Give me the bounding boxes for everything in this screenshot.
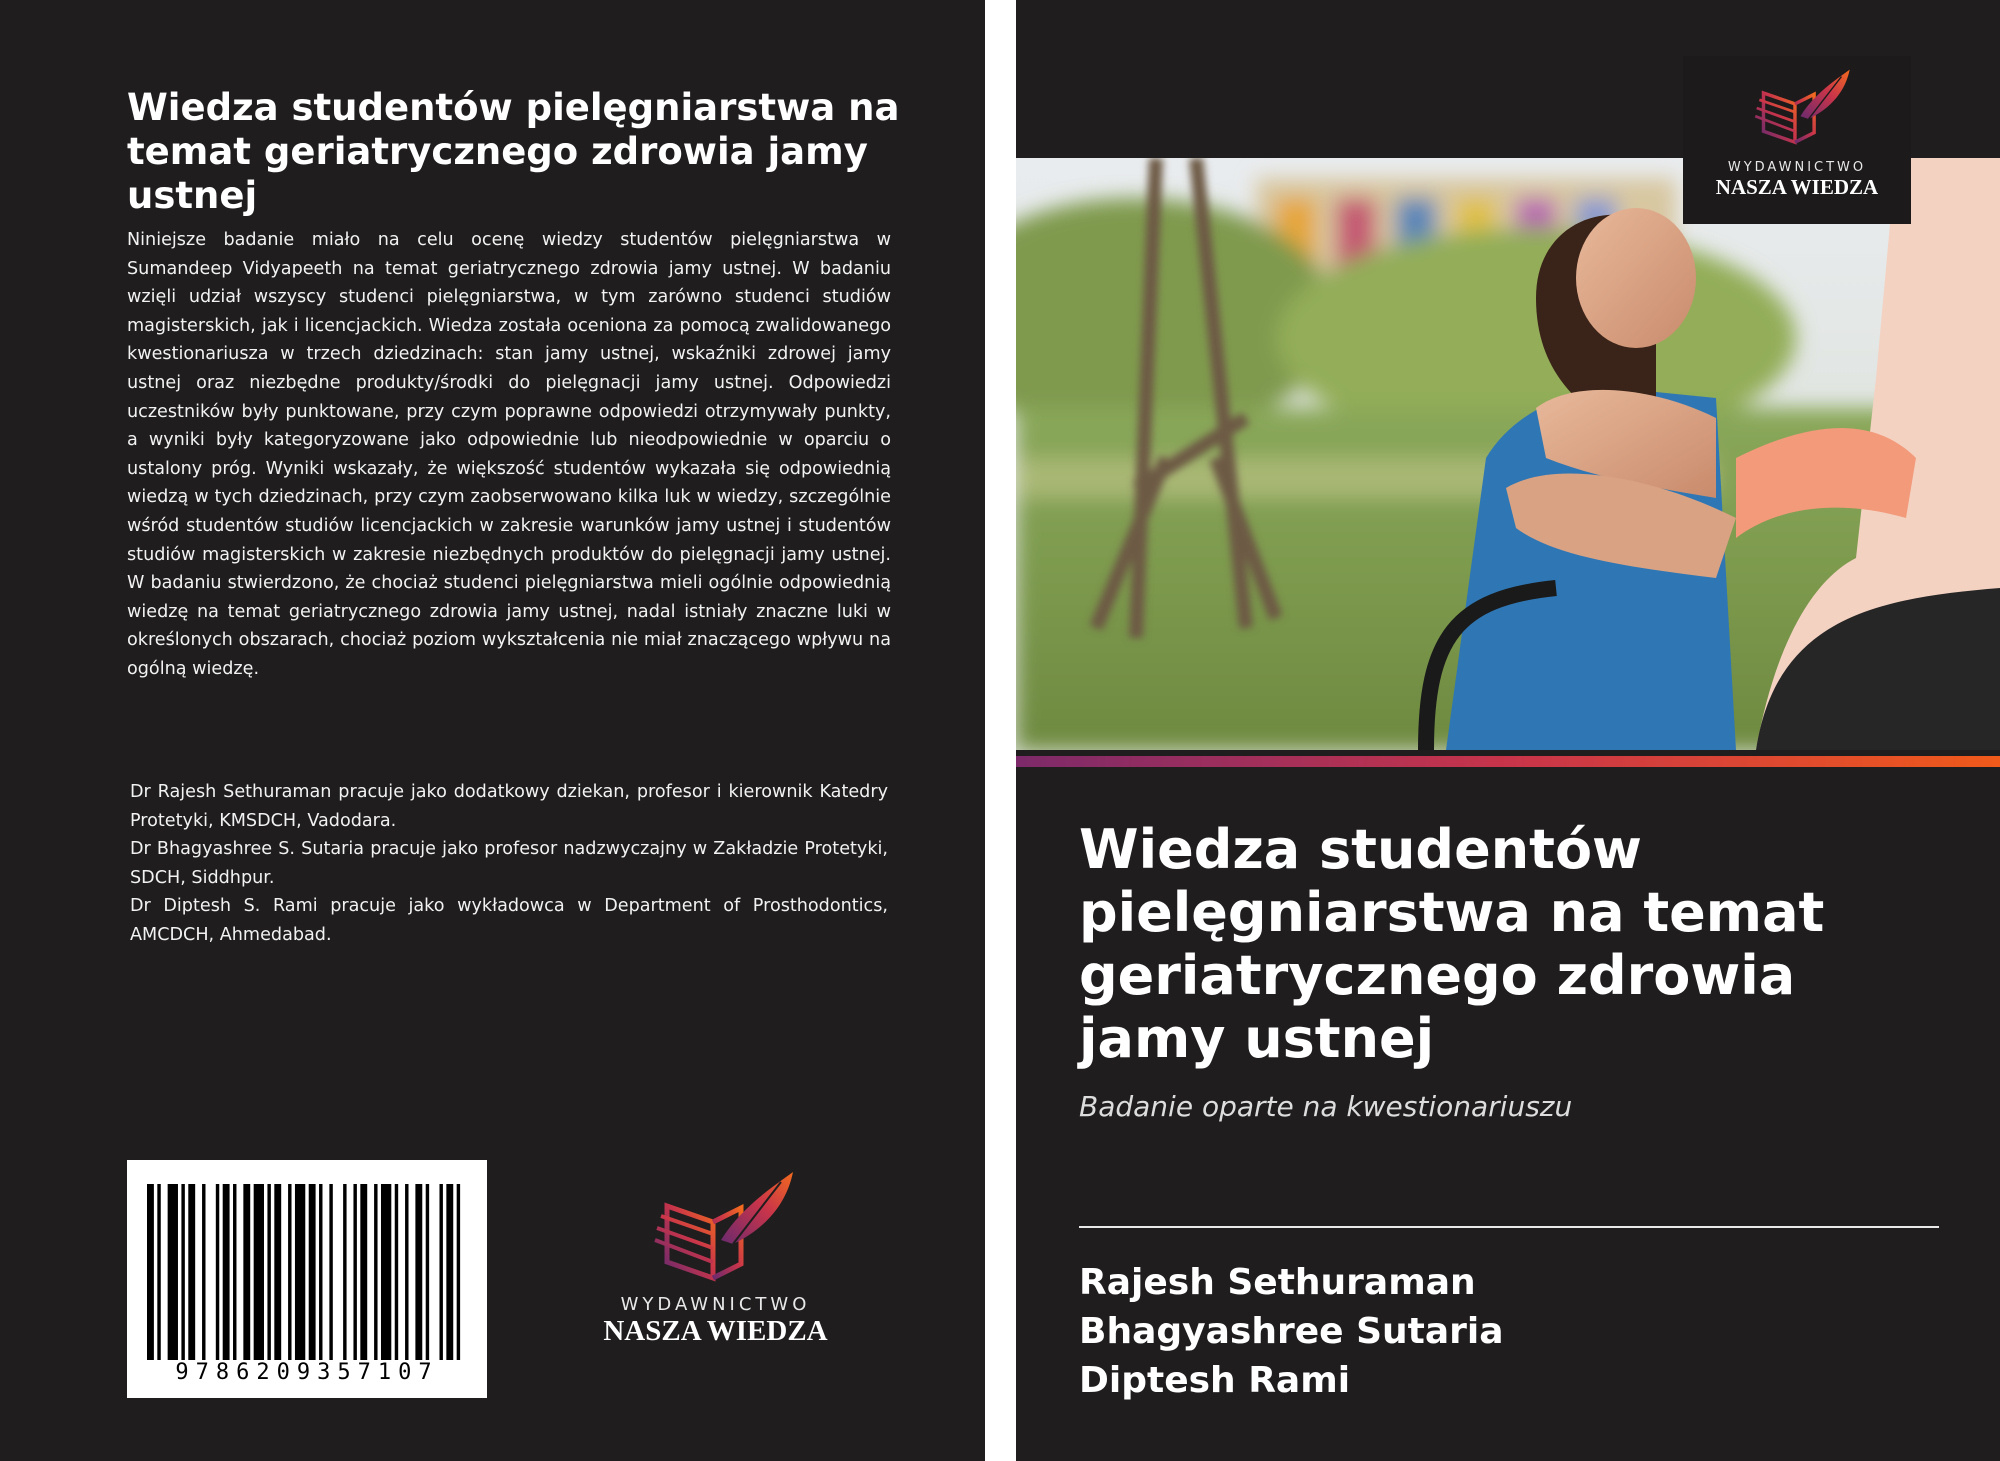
author-bio-1: Dr Rajesh Sethuraman pracuje jako dodatkowy dziekan, profesor i kierownik Katedry Protetyki, KMSDCH, Vadodara. <box>130 782 888 831</box>
back-cover <box>0 0 985 1461</box>
accent-stripe <box>1016 756 2000 767</box>
book-title: Wiedza studentów pielęgniarstwa na temat geriatrycznego zdrowia jamy ustnej <box>1079 818 1825 1070</box>
book-quill-icon <box>621 1168 811 1288</box>
barcode-bars <box>147 1184 467 1360</box>
book-quill-icon <box>1732 58 1862 158</box>
front-cover <box>1016 0 2000 1461</box>
author-name-2: Bhagyashree Sutaria <box>1079 1311 1504 1352</box>
author-name-1: Rajesh Sethuraman <box>1079 1262 1476 1303</box>
author-list <box>1079 1258 1939 1405</box>
publisher-name-line1: WYDAWNICTWO <box>620 1294 811 1315</box>
divider <box>1079 1226 1939 1228</box>
publisher-logo-back <box>578 1168 853 1348</box>
publisher-name-line1: WYDAWNICTWO <box>1727 160 1867 175</box>
publisher-logo-front <box>1683 56 1911 224</box>
publisher-name-line2: NASZA WIEDZA <box>1715 175 1879 199</box>
author-bio-3: Dr Diptesh S. Rami pracuje jako wykładowca w Department of Prosthodontics, AMCDCH, Ahmedabad. <box>130 896 888 945</box>
book-description: Niniejsze badanie miało na celu ocenę wiedzy studentów pielęgniarstwa w Sumandeep Vidyapeeth na temat geriatrycznego zdrowia jamy ustnej. W badaniu wzięli udział wszyscy studenci pielęgniarstwa, w tym zarówno studenci studiów magisterskich, jak i licencjackich. Wiedza została oceniona za pomocą zwalidowanego kwestionariusza w trzech dziedzinach: stan jamy ustnej, wskaźniki zdrowej jamy ustnej oraz niezbędne produkty/środki do pielęgnacji jamy ustnej. Odpowiedzi uczestników były punktowane, przy czym poprawne odpowiedzi otrzymywały punkty, a wyniki były kategoryzowane jako odpowiednie lub nieodpowiednie w oparciu o ustalony próg. Wyniki wskazały, że większość studentów wykazała się odpowiednią wiedzą w tych dziedzinach, przy czym zaobserwowano kilka luk w wiedzy, szczególnie wśród studentów studiów licencjackich w zakresie warunków jamy ustnej i studentów studiów magisterskich w zakresie niezbędnych produktów do pielęgnacji jamy ustnej. W badaniu stwierdzono, że chociaż studenci pielęgniarstwa mieli ogólnie odpowiednią wiedzę na temat geriatrycznego zdrowia jamy ustnej, nadal istniały znaczne luki w określonych obszarach, chociaż poziom wykształcenia nie miał znaczącego wpływu na ogólną wiedzę. <box>127 230 891 679</box>
book-subtitle: Badanie oparte na kwestionariuszu <box>1079 1090 1573 1123</box>
isbn-number: 9786209357107 <box>175 1360 439 1385</box>
isbn-barcode <box>127 1160 487 1398</box>
author-bios <box>130 778 888 950</box>
author-bio-2: Dr Bhagyashree S. Sutaria pracuje jako profesor nadzwyczajny w Zakładzie Protetyki, SDCH, Siddhpur. <box>130 839 888 888</box>
cover-photo <box>1016 158 2000 750</box>
author-name-3: Diptesh Rami <box>1079 1360 1351 1401</box>
back-cover-title: Wiedza studentów pielęgniarstwa na temat geriatrycznego zdrowia jamy ustnej <box>127 86 900 217</box>
publisher-name-line2: NASZA WIEDZA <box>603 1315 828 1347</box>
